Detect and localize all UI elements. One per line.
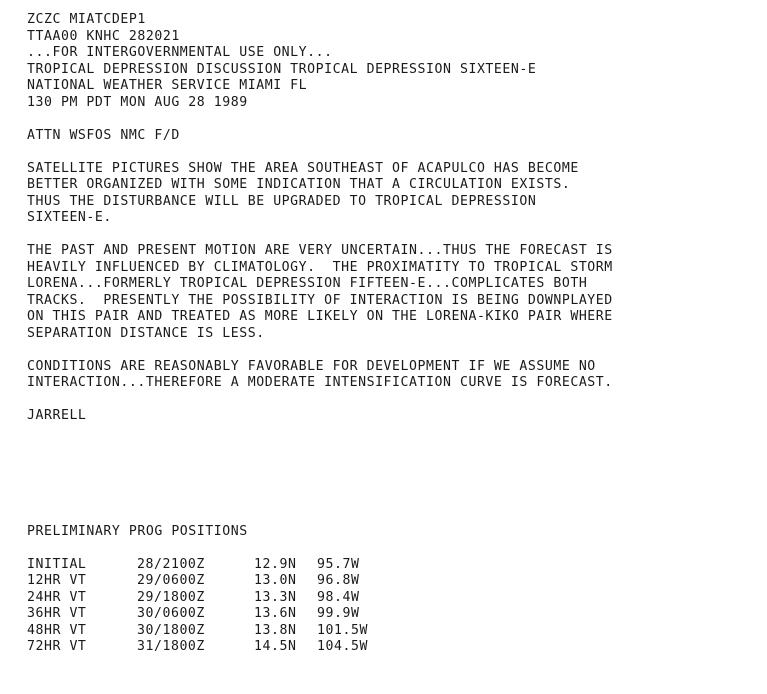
forecast-time: 30/0600Z <box>137 606 205 621</box>
header-line: ZCZC MIATCDEP1 <box>27 12 146 27</box>
latitude: 14.5N <box>254 639 297 654</box>
paragraph-line: THE PAST AND PRESENT MOTION ARE VERY UNCERTAIN...THUS THE FORECAST IS <box>27 243 613 258</box>
header-line: ...FOR INTERGOVERNMENTAL USE ONLY... <box>27 45 333 60</box>
forecast-time: 29/0600Z <box>137 573 205 588</box>
longitude: 96.8W <box>317 573 360 588</box>
paragraph-line: TRACKS. PRESENTLY THE POSSIBILITY OF INTERACTION IS BEING DOWNPLAYED <box>27 292 613 308</box>
table-row <box>27 573 613 590</box>
table-row <box>27 606 613 623</box>
paragraph-line: BETTER ORGANIZED WITH SOME INDICATION THAT A CIRCULATION EXISTS. <box>27 177 571 192</box>
header-line: TTAA00 KNHC 282021 <box>27 28 180 44</box>
forecast-time: 28/2100Z <box>137 556 205 572</box>
forecast-time: 29/1800Z <box>137 589 205 605</box>
paragraph <box>27 161 613 227</box>
issuing-office: NATIONAL WEATHER SERVICE MIAMI FL <box>27 78 308 93</box>
table-row <box>27 623 613 640</box>
latitude: 13.3N <box>254 589 297 605</box>
latitude: 13.0N <box>254 573 297 588</box>
latitude: 13.6N <box>254 606 297 621</box>
forecast-label: 24HR VT <box>27 589 87 605</box>
forecast-time: 31/1800Z <box>137 639 205 654</box>
paragraph-line: HEAVILY INFLUENCED BY CLIMATOLOGY. THE PROXIMATITY TO TROPICAL STORM <box>27 259 613 275</box>
forecast-label: 72HR VT <box>27 639 87 654</box>
forecast-label: 36HR VT <box>27 606 87 621</box>
paragraph <box>27 359 613 392</box>
attn-line: ATTN WSFOS NMC F/D <box>27 127 180 143</box>
table-row <box>27 590 613 607</box>
discussion-document <box>27 12 613 656</box>
issue-time: 130 PM PDT MON AUG 28 1989 <box>27 94 248 110</box>
paragraph-line: THUS THE DISTURBANCE WILL BE UPGRADED TO TROPICAL DEPRESSION <box>27 193 537 209</box>
paragraph-line: SATELLITE PICTURES SHOW THE AREA SOUTHEAST OF ACAPULCO HAS BECOME <box>27 160 579 176</box>
longitude: 98.4W <box>317 589 360 605</box>
paragraph <box>27 243 613 342</box>
longitude: 95.7W <box>317 556 360 572</box>
signature: JARRELL <box>27 408 87 423</box>
longitude: 101.5W <box>317 622 368 638</box>
document-title: TROPICAL DEPRESSION DISCUSSION TROPICAL DEPRESSION SIXTEEN-E <box>27 61 537 77</box>
paragraph-line: ON THIS PAIR AND TREATED AS MORE LIKELY ON THE LORENA-KIKO PAIR WHERE <box>27 309 613 324</box>
forecast-label: INITIAL <box>27 556 87 572</box>
forecast-label: 12HR VT <box>27 573 87 588</box>
paragraph-line: INTERACTION...THEREFORE A MODERATE INTENSIFICATION CURVE IS FORECAST. <box>27 375 613 390</box>
latitude: 12.9N <box>254 556 297 572</box>
paragraph-line: CONDITIONS ARE REASONABLY FAVORABLE FOR DEVELOPMENT IF WE ASSUME NO <box>27 358 596 374</box>
paragraph-line: SIXTEEN-E. <box>27 210 112 225</box>
header-block <box>27 12 613 111</box>
longitude: 99.9W <box>317 606 360 621</box>
table-row <box>27 557 613 574</box>
table-row <box>27 639 613 656</box>
prog-positions-table <box>27 557 613 656</box>
forecast-label: 48HR VT <box>27 622 87 638</box>
latitude: 13.8N <box>254 622 297 638</box>
forecast-time: 30/1800Z <box>137 622 205 638</box>
paragraph-line: SEPARATION DISTANCE IS LESS. <box>27 325 265 341</box>
longitude: 104.5W <box>317 639 368 654</box>
paragraph-line: LORENA...FORMERLY TROPICAL DEPRESSION FIFTEEN-E...COMPLICATES BOTH <box>27 276 588 291</box>
prog-positions-title: PRELIMINARY PROG POSITIONS <box>27 523 248 539</box>
